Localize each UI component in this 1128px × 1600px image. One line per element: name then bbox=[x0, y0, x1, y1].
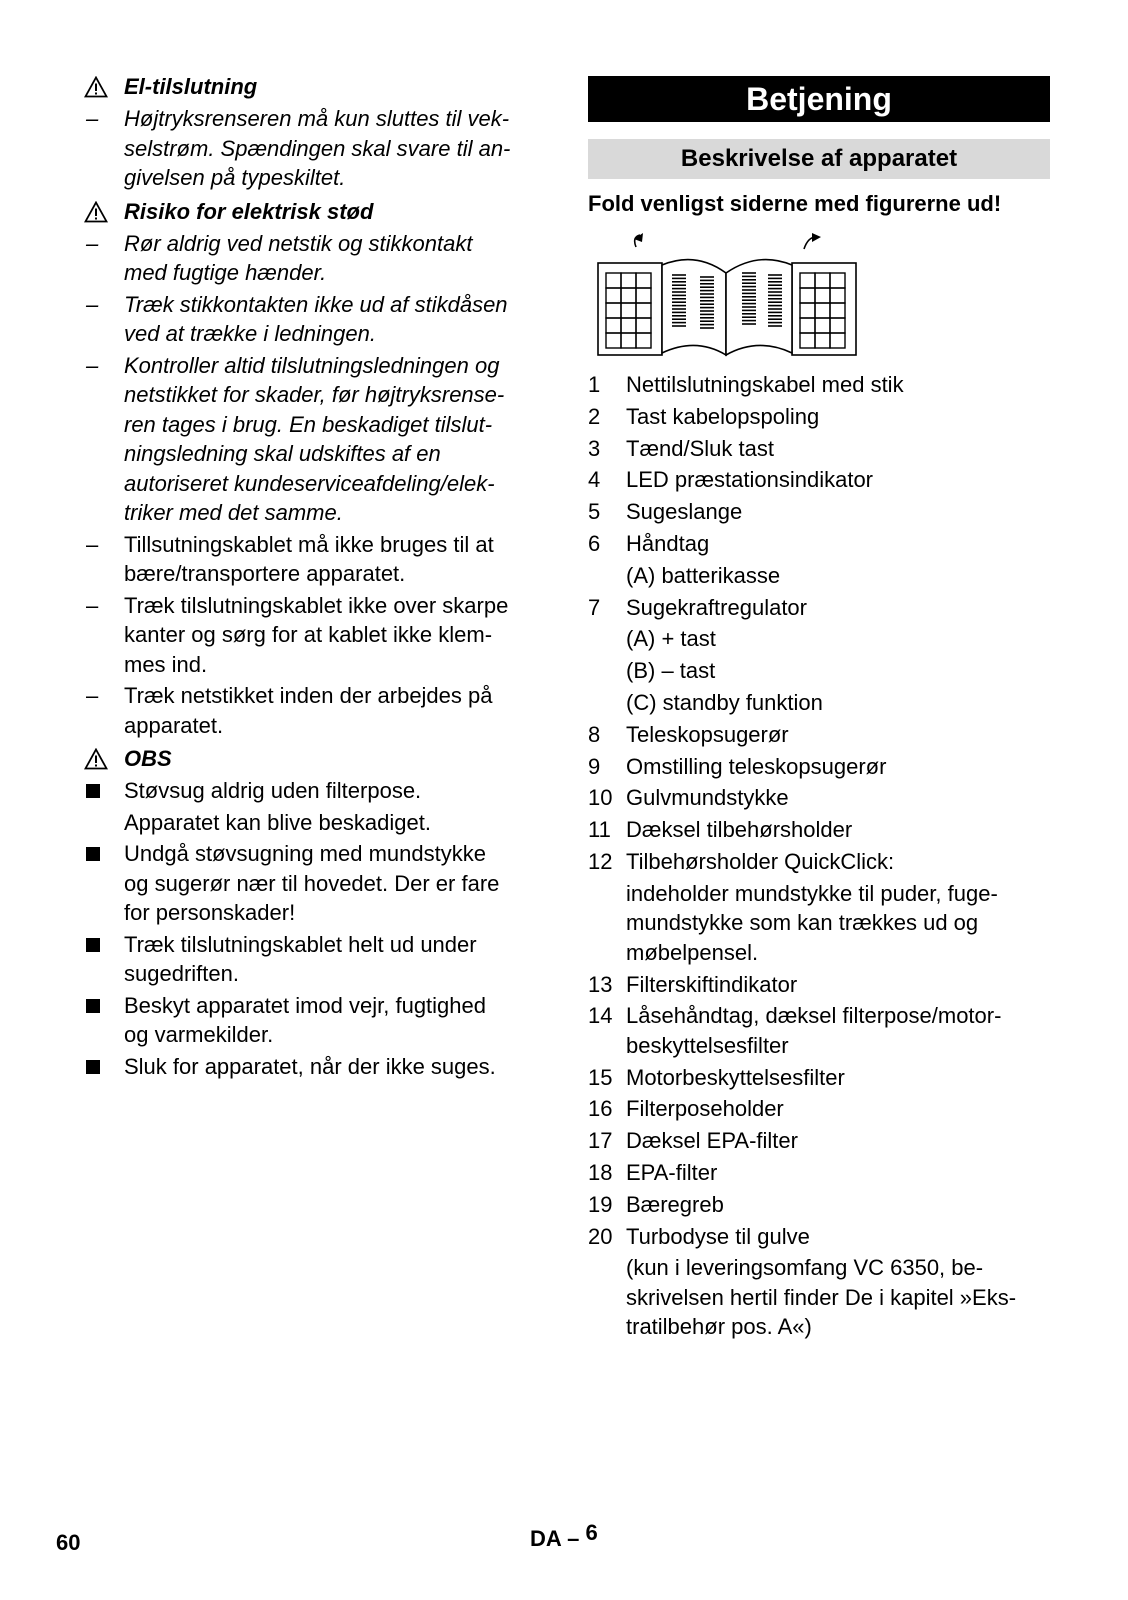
part-number: 1 bbox=[588, 372, 601, 397]
dash-bullet: – bbox=[86, 352, 99, 378]
part-item bbox=[588, 624, 1050, 654]
part-text bbox=[626, 1222, 810, 1252]
part-text bbox=[626, 1001, 1001, 1060]
obs-list bbox=[84, 776, 546, 1081]
part-item bbox=[588, 1222, 1050, 1252]
part-number: 4 bbox=[588, 467, 601, 493]
list-item-text: Højtryksrenseren må kun sluttes til vek- selstrøm. Spændingen skal svare til an- givelsen på typeskiltet. bbox=[124, 106, 511, 190]
part-text-line: Bæregreb bbox=[626, 1191, 724, 1217]
part-text bbox=[626, 465, 873, 495]
part-number: 16 bbox=[588, 1096, 613, 1122]
part-number bbox=[588, 624, 626, 654]
part-item bbox=[588, 1063, 1050, 1093]
part-text-line: Teleskopsugerør bbox=[626, 721, 789, 747]
part-number: 20 bbox=[588, 1223, 613, 1249]
left-column bbox=[84, 72, 546, 1083]
part-item bbox=[588, 815, 1050, 845]
part-text bbox=[626, 1158, 717, 1188]
list-item bbox=[84, 530, 546, 589]
list-item bbox=[84, 1052, 546, 1082]
part-text bbox=[626, 970, 797, 1000]
list-item-text bbox=[124, 1052, 496, 1082]
list-item-main: Undgå støvsugning med mundstykke og sugerør nær til hovedet. Der er fare for personskader! bbox=[124, 841, 500, 925]
part-text-line: Motorbeskyttelsesfilter bbox=[626, 1064, 845, 1090]
shock-risk-list bbox=[84, 229, 546, 741]
part-number: 9 bbox=[588, 753, 601, 779]
part-text bbox=[626, 1094, 784, 1124]
list-item bbox=[84, 681, 546, 740]
part-item bbox=[588, 529, 1050, 559]
part-text-line: møbelpensel. bbox=[626, 939, 759, 965]
part-text bbox=[626, 1253, 1016, 1342]
part-text bbox=[626, 1063, 845, 1093]
part-item bbox=[588, 370, 1050, 400]
part-item bbox=[588, 402, 1050, 432]
part-text bbox=[626, 402, 819, 432]
el-tilslutning-heading: El-tilslutning bbox=[84, 72, 546, 102]
subsection-title: Beskrivelse af apparatet bbox=[588, 139, 1050, 179]
dash-bullet: – bbox=[86, 291, 99, 317]
part-text bbox=[626, 656, 715, 686]
part-text-line: Tast kabelopspoling bbox=[626, 403, 820, 429]
part-text-line: (A) + tast bbox=[626, 626, 716, 652]
warning-triangle-icon bbox=[84, 76, 124, 98]
part-text-line: Låsehåndtag, dæksel filterpose/motor- bbox=[626, 1003, 1002, 1029]
part-text-line: Sugekraftregulator bbox=[626, 594, 807, 620]
part-text bbox=[626, 529, 709, 559]
part-text-line: Filterskiftindikator bbox=[626, 971, 798, 997]
part-text-line: (A) batterikasse bbox=[626, 562, 781, 588]
dash-bullet: – bbox=[86, 592, 99, 618]
part-number: 3 bbox=[588, 435, 601, 461]
part-number: 19 bbox=[588, 1191, 613, 1217]
fold-out-book-illustration bbox=[596, 233, 1050, 364]
part-text-line: (kun i leveringsomfang VC 6350, be- bbox=[626, 1255, 984, 1281]
part-item bbox=[588, 752, 1050, 782]
list-item-text bbox=[124, 776, 431, 837]
list-item-main: Beskyt apparatet imod vejr, fugtighed og varmekilder. bbox=[124, 992, 486, 1047]
part-text-line: tratilbehør pos. A«) bbox=[626, 1314, 812, 1340]
parts-list bbox=[588, 370, 1050, 1342]
list-item-text: Kontroller altid tilslutningsledningen og netstikket for skader, før højtryksrense- ren tages i brug. En beskadiget tilslut- ningsledning skal udskiftes af en autoriseret kundeserviceafdeling/elek- triker med det samme. bbox=[124, 352, 505, 525]
part-number: 12 bbox=[588, 848, 613, 874]
part-text bbox=[626, 783, 789, 813]
part-item bbox=[588, 1094, 1050, 1124]
right-column bbox=[588, 76, 1050, 1344]
list-item-main: Træk tilslutningskablet helt ud under sugedriften. bbox=[124, 931, 477, 986]
list-item-extra: Apparatet kan blive beskadiget. bbox=[124, 809, 431, 835]
part-number bbox=[588, 1253, 626, 1342]
page-number: 60 bbox=[56, 1530, 81, 1555]
list-item bbox=[84, 839, 546, 928]
doc-page-label bbox=[530, 1520, 598, 1552]
part-item bbox=[588, 688, 1050, 718]
list-item bbox=[84, 290, 546, 349]
part-text bbox=[626, 847, 894, 877]
dash-bullet: – bbox=[86, 531, 99, 557]
part-text-line: Tænd/Sluk tast bbox=[626, 435, 774, 461]
dash-bullet: – bbox=[86, 230, 99, 256]
part-item bbox=[588, 1253, 1050, 1342]
part-text-line: LED præstationsindikator bbox=[626, 467, 874, 493]
list-item-main: Sluk for apparatet, når der ikke suges. bbox=[124, 1053, 496, 1079]
dash-bullet: – bbox=[86, 683, 99, 708]
part-text-line: mundstykke som kan trækkes ud og bbox=[626, 910, 979, 936]
list-item bbox=[84, 930, 546, 989]
part-number: 2 bbox=[588, 403, 601, 429]
square-bullet-icon bbox=[84, 776, 124, 837]
obs-heading: OBS bbox=[84, 744, 546, 774]
part-number: 6 bbox=[588, 530, 601, 556]
part-number: 11 bbox=[588, 817, 611, 843]
list-item bbox=[84, 776, 546, 837]
part-item bbox=[588, 497, 1050, 527]
part-number bbox=[588, 561, 626, 591]
part-text-line: EPA-filter bbox=[626, 1160, 718, 1186]
list-item-text: Træk tilslutningskablet ikke over skarpe kanter og sørg for at kablet ikke klem- mes ind. bbox=[124, 592, 509, 677]
doc-page: 6 bbox=[585, 1520, 598, 1545]
part-number: 14 bbox=[588, 1003, 613, 1029]
part-item bbox=[588, 783, 1050, 813]
open-book-icon bbox=[596, 233, 858, 359]
list-item-text: Rør aldrig ved netstik og stikkontakt med fugtige hænder. bbox=[124, 230, 473, 285]
part-text-line: Omstilling teleskopsugerør bbox=[626, 753, 887, 779]
list-item bbox=[84, 229, 546, 288]
list-item bbox=[84, 591, 546, 680]
part-text-line: Tilbehørsholder QuickClick: bbox=[626, 848, 895, 874]
part-text bbox=[626, 879, 998, 968]
part-item bbox=[588, 656, 1050, 686]
el-tilslutning-list bbox=[84, 104, 546, 193]
part-number: 8 bbox=[588, 721, 601, 747]
shock-risk-heading: Risiko for elektrisk stød bbox=[84, 197, 546, 227]
part-item bbox=[588, 593, 1050, 623]
list-item bbox=[84, 991, 546, 1050]
part-text-line: (B) – tast bbox=[626, 658, 716, 684]
part-item bbox=[588, 720, 1050, 750]
part-text-line: beskyttelsesfilter bbox=[626, 1032, 789, 1058]
part-text bbox=[626, 1126, 798, 1156]
part-number: 13 bbox=[588, 971, 613, 997]
part-number: 10 bbox=[588, 785, 613, 811]
part-text bbox=[626, 434, 774, 464]
part-text bbox=[626, 815, 852, 845]
part-text bbox=[626, 497, 742, 527]
part-text-line: Filterposeholder bbox=[626, 1096, 784, 1122]
part-number bbox=[588, 656, 626, 686]
part-text-line: Sugeslange bbox=[626, 499, 743, 525]
part-item bbox=[588, 879, 1050, 968]
part-text-line: Dæksel EPA-filter bbox=[626, 1128, 798, 1154]
list-item-text: Tillsutningskablet må ikke bruges til at bære/transportere apparatet. bbox=[124, 531, 494, 586]
part-item bbox=[588, 561, 1050, 591]
part-text bbox=[626, 561, 780, 591]
part-text bbox=[626, 688, 823, 718]
part-item bbox=[588, 970, 1050, 1000]
warning-triangle-icon bbox=[84, 748, 124, 770]
fold-note: Fold venligst siderne med figurerne ud! bbox=[588, 191, 1002, 216]
list-item-main: Støvsug aldrig uden filterpose. bbox=[124, 778, 422, 803]
part-text-line: Gulvmundstykke bbox=[626, 785, 789, 811]
section-title: Betjening bbox=[588, 76, 1050, 122]
part-item bbox=[588, 1001, 1050, 1060]
part-text-line: (C) standby funktion bbox=[626, 689, 823, 715]
part-text bbox=[626, 752, 886, 782]
warning-triangle-icon bbox=[84, 201, 124, 223]
part-text-line: Turbodyse til gulve bbox=[626, 1223, 810, 1249]
part-text bbox=[626, 593, 807, 623]
part-item bbox=[588, 1158, 1050, 1188]
dash-bullet: – bbox=[86, 106, 99, 131]
list-item-text bbox=[124, 991, 486, 1050]
list-item-text: Træk stikkontakten ikke ud af stikdåsen ved at trække i ledningen. bbox=[124, 291, 508, 346]
lang-code: DA – bbox=[530, 1526, 580, 1551]
part-text-line: indeholder mundstykke til puder, fuge- bbox=[626, 880, 998, 906]
part-text bbox=[626, 720, 789, 750]
square-bullet-icon bbox=[84, 991, 124, 1050]
part-number: 17 bbox=[588, 1128, 613, 1154]
part-text bbox=[626, 624, 716, 654]
list-item-text bbox=[124, 930, 477, 989]
part-text-line: Håndtag bbox=[626, 530, 710, 556]
list-item-text bbox=[124, 839, 499, 928]
list-item-text: Træk netstikket inden der arbejdes på apparatet. bbox=[124, 683, 493, 738]
part-item bbox=[588, 465, 1050, 495]
part-number: 18 bbox=[588, 1160, 613, 1186]
part-item bbox=[588, 434, 1050, 464]
part-item bbox=[588, 847, 1050, 877]
square-bullet-icon bbox=[84, 1052, 124, 1082]
part-number bbox=[588, 879, 626, 968]
part-text bbox=[626, 370, 904, 400]
part-number: 5 bbox=[588, 499, 601, 525]
list-item bbox=[84, 104, 546, 193]
part-text-line: Nettilslutningskabel med stik bbox=[626, 372, 904, 397]
part-item bbox=[588, 1126, 1050, 1156]
square-bullet-icon bbox=[84, 839, 124, 928]
square-bullet-icon bbox=[84, 930, 124, 989]
part-item bbox=[588, 1190, 1050, 1220]
part-text-line: skrivelsen hertil finder De i kapitel »Eks- bbox=[626, 1284, 1017, 1310]
list-item bbox=[84, 351, 546, 528]
part-text-line: Dæksel tilbehørsholder bbox=[626, 817, 853, 843]
part-text bbox=[626, 1190, 724, 1220]
part-number: 15 bbox=[588, 1064, 613, 1090]
part-number: 7 bbox=[588, 594, 601, 620]
part-number bbox=[588, 688, 626, 718]
